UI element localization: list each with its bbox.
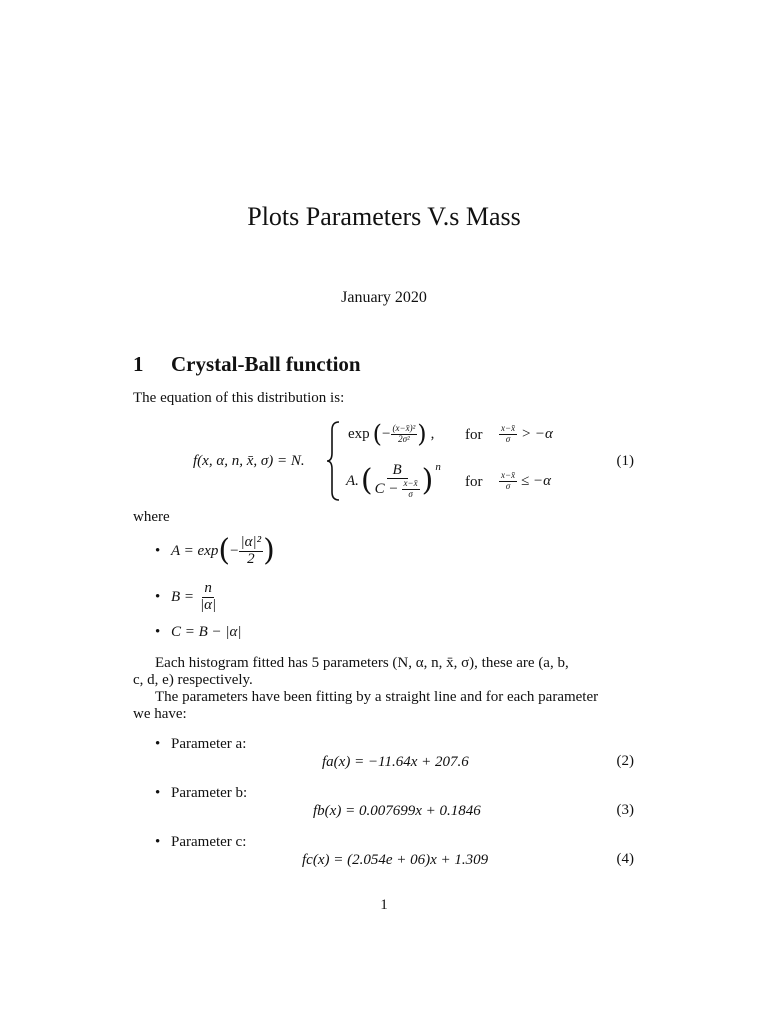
def-A-denominator: 2 — [247, 550, 255, 567]
def-A-minus: − — [230, 542, 239, 559]
bullet-icon: • — [155, 542, 161, 559]
eq1-case2-numerator: B — [387, 463, 408, 480]
intro-text: The equation of this distribution is: — [133, 390, 345, 406]
document-date: January 2020 — [341, 289, 427, 306]
eq1-exp-word: exp — [348, 426, 370, 442]
param-a-label-text: Parameter a: — [171, 736, 247, 752]
left-brace-icon — [326, 420, 342, 502]
eq1-case2-inner-denominator: σ — [408, 488, 413, 499]
eq1-case1-denominator: 2σ² — [398, 433, 410, 444]
eq1-case2-denominator — [373, 479, 422, 499]
eq1-case1: exp ( − $\frac{\text{(x−x̄)²}}{\text{2σ²}}$ ) , — [348, 420, 435, 448]
section-title: Crystal-Ball function — [171, 352, 361, 376]
eq1-case1-comma: , — [430, 426, 435, 442]
def-B-fraction — [198, 581, 218, 614]
eq1-cond1-numerator: x−x̄ — [501, 423, 516, 434]
eq1-cond1-relation: > −α — [521, 426, 553, 442]
def-A-numerator: |α|² — [240, 533, 262, 550]
para1-line2: c, d, e) respectively. — [133, 672, 253, 688]
param-a-number: (2) — [616, 753, 634, 769]
def-C — [155, 624, 242, 641]
param-a-label — [155, 736, 246, 753]
eq1-case1-fraction — [391, 424, 418, 444]
bullet-icon: • — [155, 736, 161, 752]
eq1-cond2-denominator: σ — [505, 480, 511, 491]
para2-line1: The parameters have been fitting by a straight line and for each parameter — [155, 689, 599, 705]
eq1-case2: A. ( B C − $\frac{x-x̄}{\sigma}$ ) n — [346, 458, 441, 504]
def-B-denominator: |α| — [200, 596, 217, 613]
eq1-cond2 — [499, 467, 551, 495]
def-A-lhs: A = exp — [171, 542, 219, 559]
eq1-cond2-relation: ≤ −α — [521, 473, 552, 489]
eq1-case2-inner-fraction — [402, 479, 420, 499]
param-c-label — [155, 834, 246, 851]
param-b-number: (3) — [616, 802, 634, 818]
eq1-case1-minus: − — [382, 426, 391, 442]
eq1-cond1-fraction — [499, 424, 517, 444]
eq1-for-1: for — [465, 427, 483, 443]
param-c-number: (4) — [616, 851, 634, 867]
document-title: Plots Parameters V.s Mass — [247, 202, 521, 231]
para2-line2: we have: — [133, 706, 187, 722]
def-B-lhs: B = — [171, 588, 195, 605]
eq1-number: (1) — [616, 453, 634, 469]
eq1-case2-fraction — [373, 463, 422, 500]
eq1-case2-den-c: C − — [374, 480, 399, 497]
page-number: 1 — [380, 897, 388, 913]
bullet-icon: • — [155, 588, 161, 605]
eq1-cond2-fraction — [499, 471, 517, 491]
param-b-label — [155, 785, 247, 802]
para1-line1: Each histogram fitted has 5 parameters (N, α, n, x̄, σ), these are (a, b, — [155, 655, 569, 671]
def-B-numerator: n — [204, 579, 212, 596]
bullet-icon: • — [155, 785, 161, 801]
eq1-case2-exponent: n — [435, 461, 441, 473]
where-text: where — [133, 509, 170, 525]
def-B — [155, 580, 218, 614]
eq1-case2-inner-numerator: x−x̄ — [403, 478, 418, 489]
bullet-icon: • — [155, 624, 161, 640]
param-c-label-text: Parameter c: — [171, 834, 247, 850]
section-heading — [133, 352, 361, 377]
def-C-text: C = B − |α| — [171, 624, 242, 640]
eq1-case1-numerator: (x−x̄)² — [392, 423, 416, 434]
eq1-cond1-denominator: σ — [505, 433, 511, 444]
section-number: 1 — [133, 352, 144, 376]
param-b-label-text: Parameter b: — [171, 785, 248, 801]
eq1-cond1 — [499, 420, 553, 448]
bullet-icon: • — [155, 834, 161, 850]
def-A-fraction — [239, 535, 264, 568]
param-c-equation: fc(x) = (2.054e + 06)x + 1.309 — [302, 852, 489, 868]
def-A: • A = exp ( − $\frac{\text{|α|²}}{2}$ ) — [155, 533, 275, 568]
param-b-equation: fb(x) = 0.007699x + 0.1846 — [313, 803, 481, 819]
eq1-lhs: f(x, α, n, x̄, σ) = N. — [193, 453, 305, 469]
eq1-case2-A: A. — [346, 473, 359, 489]
eq1-for-2: for — [465, 474, 483, 490]
eq1-cond2-numerator: x−x̄ — [501, 470, 516, 481]
param-a-equation: fa(x) = −11.64x + 207.6 — [322, 754, 469, 770]
